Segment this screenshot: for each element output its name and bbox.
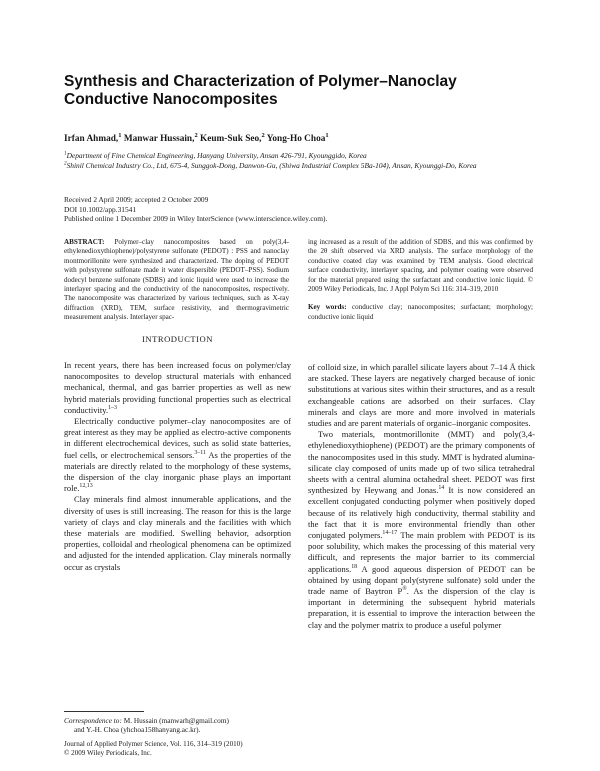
author-name: Yong-Ho Choa (264, 134, 326, 144)
published-line: Published online 1 December 2009 in Wiley InterScience (www.interscience.wiley.com). (64, 214, 328, 223)
author-name: Keum-Suk Seo, (197, 134, 262, 144)
publication-dates (64, 195, 544, 224)
correspondence-line-1: M. Hussain (manwarh@gmail.com) (121, 716, 229, 725)
citation: 3–11 (194, 449, 206, 456)
affiliations (64, 151, 544, 170)
copyright-line: © 2009 Wiley Periodicals, Inc. (64, 749, 152, 758)
keywords-label: Key words: (308, 303, 347, 312)
abstract-right-column (308, 238, 533, 322)
author-affiliation-mark: 2 (261, 131, 265, 139)
author-affiliation-mark: 1 (118, 131, 122, 139)
author-list (64, 131, 544, 145)
abstract-text-left: Polymer–clay nanocomposites based on poly(3,4-ethylenedioxythiophene)/polystyrene sulfonate (PEDOT) : PSS and nanoclay montmorillonite were synthesized and characterized. The doping of PEDOT with polystyrene sulfonate made it water dispersible (PEDOT–PSS). Sodium dodecyl benzene sulfonate (SDBS) and ionic liquid were used to increase the interlayer spacing and the conductivity of the nanocomposites, respectively. The nanocomposite was characterized by various techniques, such as X-ray diffraction (XRD), TEM, surface resistivity, and thermogravimetric measurement analysis. Interlayer spac- (64, 238, 289, 322)
citation: 14 (438, 485, 445, 492)
section-heading-introduction: INTRODUCTION (142, 334, 213, 344)
affiliation-mark: 1 (64, 150, 67, 157)
affiliation-mark: 2 (64, 160, 67, 167)
body-paragraph: Clay minerals find almost innumerable applications, and the diversity of uses is still increasing. The reason for this is the large variety of clays and clay minerals and the facilities with which these materials are modified. Swelling behavior, adsorption properties, colloidal and rheological phenomena can be optimized and adjusted for the intended application. Clay minerals normally occur as crystals (64, 494, 291, 572)
abstract-left-column (64, 238, 289, 323)
author-affiliation-mark: 2 (194, 131, 198, 139)
body-paragraph: Electrically conductive polymer–clay nanocomposites are of great interest as they may be applied as electro-active components in different electrochemical devices, such as solid state batteries, fuel cells, or electrochemical sensors.$^{3-11}$ As the properties of the materials are directly related to the morphology of these systems, the dispersion of the clay inorganic phase plays an important role.$^{12,13}$ (64, 416, 291, 494)
registered-mark: ® (402, 586, 407, 593)
body-right-column (308, 362, 535, 631)
abstract-text-right: ing increased as a result of the addition of SDBS, and this was confirmed by the 2θ shift observed via XRD analysis. The surface morphology of the conductive coated clay was examined by TEM analysis. Good electrical surface conductivity, interlayer spacing, and polymer coating were observed for the material prepared using the surfactant and conductive ionic liquid. © 2009 Wiley Periodicals, Inc. J Appl Polym Sci 116: 314–319, 2010 (308, 238, 533, 294)
journal-citation: Journal of Applied Polymer Science, Vol. 116, 314–319 (2010) (64, 740, 243, 748)
body-paragraph: Two materials, montmorillonite (MMT) and poly(3,4-ethylenedioxythiophene) (PEDOT) are the primary components of the nanocomposites used in this study. MMT is hydrated alumina-silicate clay composed of units made up of two silica tetrahedral sheets with a central alumina octahedral sheet. PEDOT was first synthesized by Heywang and Jonas.$^{14}$ It is now considered an excellent conjugated conducting polymer when positively doped because of its relatively high conductivity, thermal stability and the fact that it is more environmental friendly than other conjugated polymers.$^{14-17}$ The main problem with PEDOT is its poor solubility, which makes the processing of this material very difficult, and represents the major barrier to its commercial applications.$^{18}$ A good aqueous dispersion of PEDOT can be obtained by using dopant poly(styrene sulfonate) sold under the trade name of Baytron P®. As the dispersion of the clay is important in determining the subsequent hybrid materials preparation, it is essential to improve the interaction between the clay and the polymer matrix to produce a useful polymer (308, 429, 535, 630)
abstract-label: ABSTRACT: (64, 238, 105, 246)
author-name: Manwar Hussain, (121, 134, 195, 144)
doi-line: DOI 10.1002/app.31541 (64, 204, 137, 214)
citation: 1–3 (108, 404, 117, 411)
footnote-divider (64, 711, 144, 712)
received-line: Received 2 April 2009; accepted 2 October 2009 (64, 195, 209, 204)
correspondence-label: Correspondence to: (64, 716, 122, 725)
keywords-text: conductive clay; nanocomposites; surfactant; morphology; conductive ionic liquid (308, 303, 534, 321)
author-name: Irfan Ahmad, (64, 134, 119, 144)
affiliation-text: Shinil Chemical Industry Co., Ltd, 675-4, Sunggok-Dong, Danwon-Gu, (Shiwa Industrial Complex 5Ba-104), Ansan, Kyounggi-Do, Korea (66, 160, 477, 170)
citation: 12,13 (79, 483, 93, 490)
citation: 14–17 (382, 530, 398, 537)
author-affiliation-mark: 1 (325, 131, 329, 139)
affiliation (64, 161, 544, 171)
affiliation (64, 151, 544, 161)
article-title: Synthesis and Characterization of Polymer–Nanoclay Conductive Nanocomposites (64, 73, 457, 108)
citation: 18 (351, 563, 358, 570)
correspondence-footnote (64, 716, 291, 735)
journal-info (64, 740, 304, 759)
body-paragraph: of colloid size, in which parallel silicate layers about 7–14 Å thick are stacked. These layers are negatively charged because of ionic substitutions at various sites within their structures, and as a result exchangeable cations are adsorbed on their surfaces. Clay minerals and clays are more and more involved in materials studies and are parent materials of organic–inorganic composites. (308, 362, 535, 429)
body-paragraph: In recent years, there has been increased focus on polymer/clay nanocomposites to develop structural materials with enhanced mechanical, thermal, and gas barrier properties as well as new hybrid materials providing functional properties such as electrical conductivity.$^{1-3}$ (64, 360, 291, 415)
body-left-column (64, 360, 291, 573)
affiliation-text: Department of Fine Chemical Engineering, Hanyang University, Ansan 426-791, Kyounggido, Korea (66, 151, 367, 160)
correspondence-line-2: and Y.-H. Choa (yhchoa158hanyang.ac.kr). (74, 725, 201, 735)
